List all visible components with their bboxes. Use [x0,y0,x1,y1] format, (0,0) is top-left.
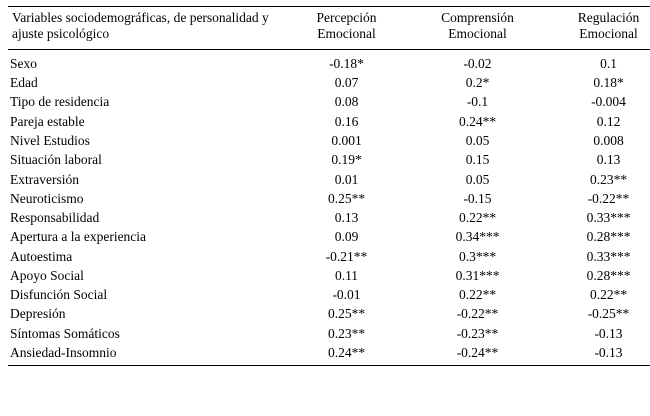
row-variable-label: Síntomas Somáticos [10,325,120,341]
table-footer-rule [8,366,650,377]
row-variable-label: Responsabilidad [10,210,100,226]
cell-percepcion: 0.19* [331,152,362,168]
table-row [8,343,650,366]
table-row [8,92,650,111]
cell-regulacion: 0.28*** [586,229,631,245]
table-row [8,112,650,131]
cell-comprension: 0.24** [458,113,497,129]
cell-regulacion: 0.33*** [586,248,631,264]
column-header-variables [8,7,281,50]
cell-comprension: 0.31*** [455,267,500,283]
cell-percepcion: 0.08 [334,94,359,110]
column-header-comprension-line1: Comprensión [441,10,514,25]
cell-comprension: -0.15 [463,190,492,206]
correlation-table [8,6,650,376]
column-header-regulacion-emocional [543,7,650,50]
table-body [8,49,650,365]
cell-comprension: 0.2* [465,75,490,91]
column-header-variables-line1: Variables sociodemográficas, de [12,10,187,25]
cell-comprension: -0.22** [456,306,499,322]
cell-percepcion: 0.13 [334,210,359,226]
column-header-comprension-line2: Emocional [448,26,507,42]
bottom-rule [8,366,650,377]
cell-comprension: -0.1 [466,94,489,110]
table-row [8,227,650,246]
row-variable-label: Situación laboral [10,152,102,168]
cell-percepcion: 0.25** [327,190,366,206]
table-row [8,49,650,73]
cell-regulacion: 0.22** [589,287,628,303]
cell-percepcion: -0.18* [329,55,364,71]
table-row [8,73,650,92]
table-row [8,285,650,304]
table-row [8,150,650,169]
table-row [8,208,650,227]
table-row [8,266,650,285]
cell-regulacion: -0.25** [587,306,630,322]
cell-regulacion: -0.004 [591,94,626,110]
column-header-variables-line2: personalidad y ajuste psicológico [12,10,269,42]
cell-regulacion: 0.1 [600,55,617,71]
column-header-percepcion-line2: Emocional [317,26,376,42]
cell-regulacion: 0.28*** [586,267,631,283]
cell-regulacion: 0.33*** [586,210,631,226]
cell-comprension: -0.24** [456,344,499,360]
table-row [8,189,650,208]
row-variable-label: Disfunción Social [10,287,108,303]
table-row [8,324,650,343]
cell-percepcion: 0.11 [334,267,359,283]
row-variable-label: Nivel Estudios [10,133,90,148]
cell-percepcion: 0.07 [334,75,359,91]
row-variable-label: Apoyo Social [10,267,84,283]
row-variable-label: Autoestima [10,248,73,264]
cell-regulacion: 0.23** [589,171,628,187]
cell-percepcion: 0.24** [327,344,366,360]
cell-regulacion: -0.13 [594,325,623,341]
cell-regulacion: -0.13 [594,344,623,360]
column-header-regulacion-line2: Emocional [579,26,638,42]
row-variable-label: Ansiedad-Insomnio [10,344,117,360]
column-header-percepcion-emocional [281,7,412,50]
cell-comprension: 0.22** [458,287,497,303]
row-variable-label: Depresión [10,306,66,322]
table-row [8,131,650,150]
cell-comprension: 0.3*** [458,248,497,264]
column-header-comprension-emocional [412,7,543,50]
column-header-percepcion-line1: Percepción [316,10,377,25]
cell-regulacion: 0.13 [596,152,621,168]
column-header-regulacion-line1: Regulación [577,10,640,25]
cell-regulacion: -0.22** [587,190,630,206]
table-row [8,170,650,189]
cell-comprension: 0.05 [465,133,490,148]
table-header [8,7,650,50]
row-variable-label: Apertura a la experiencia [10,229,147,245]
cell-comprension: -0.02 [463,55,492,71]
cell-percepcion: -0.21** [325,248,368,264]
row-variable-label: Neuroticismo [10,190,84,206]
table-row [8,304,650,323]
row-variable-label: Sexo [10,55,37,71]
cell-percepcion: 0.23** [327,325,366,341]
cell-percepcion: 0.25** [327,306,366,322]
cell-comprension: 0.05 [465,171,490,187]
correlation-table-container [0,6,650,416]
row-variable-label: Extraversión [10,171,79,187]
cell-comprension: 0.22** [458,210,497,226]
cell-percepcion: 0.09 [334,229,359,245]
cell-comprension: 0.15 [465,152,490,168]
cell-percepcion: -0.01 [332,287,361,303]
cell-percepcion: 0.16 [334,113,359,129]
row-variable-label: Tipo de residencia [10,94,110,110]
cell-percepcion: 0.01 [334,171,359,187]
cell-percepcion: 0.001 [331,133,362,148]
cell-regulacion: 0.12 [596,113,621,129]
row-variable-label: Edad [10,75,38,91]
table-row [8,247,650,266]
cell-regulacion: 0.008 [593,133,624,148]
cell-comprension: -0.23** [456,325,499,341]
row-variable-label: Pareja estable [10,113,85,129]
cell-comprension: 0.34*** [455,229,500,245]
cell-regulacion: 0.18* [593,75,624,91]
